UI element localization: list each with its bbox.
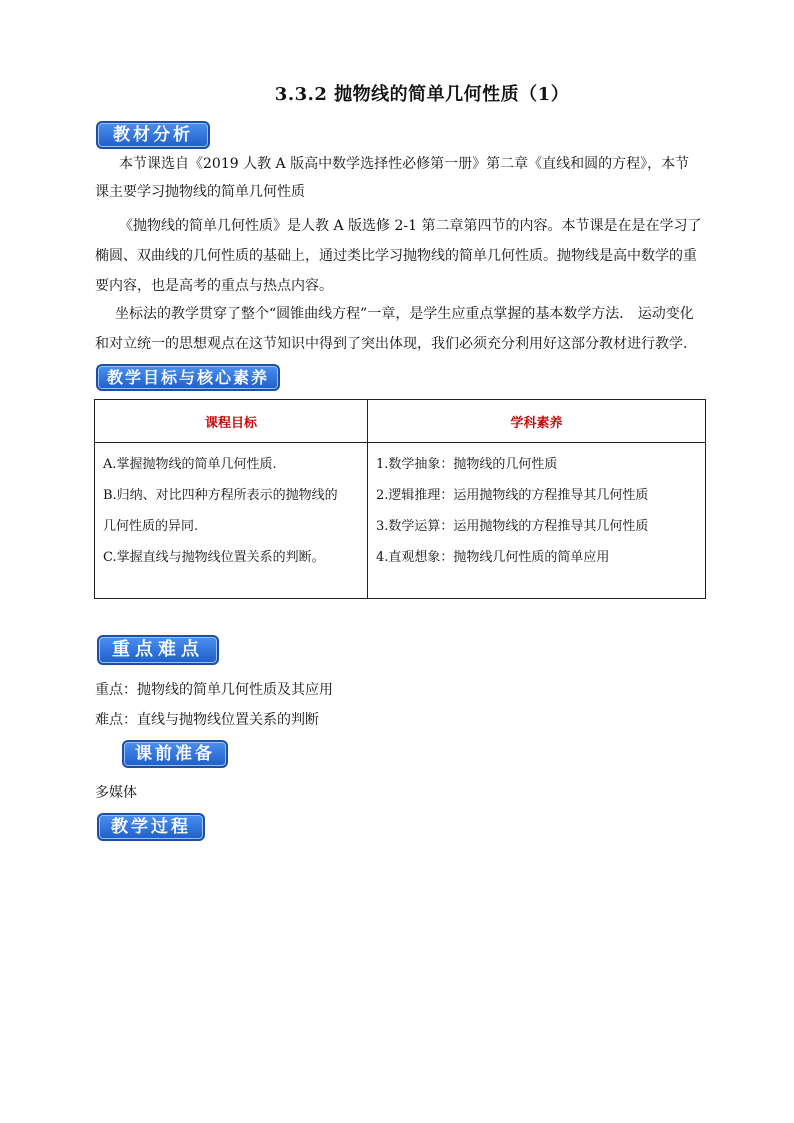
literacy-item: 4.直观想象：抛物线几何性质的简单应用 <box>376 550 610 565</box>
literacy-cell <box>368 443 706 599</box>
literacy-item: 2.逻辑推理：运用抛物线的方程推导其几何性质 <box>376 488 649 503</box>
analysis-paragraph-3 <box>95 299 705 359</box>
text-line: 坐标法的教学贯穿了整个“圆锥曲线方程”一章，是学生应重点掌握的基本数学方法． 运动变化 <box>115 306 694 322</box>
objectives-table <box>94 399 706 599</box>
focus-text: 重点：抛物线的简单几何性质及其应用 <box>95 682 333 698</box>
section-badge-analysis: 教材分析 <box>96 121 210 149</box>
goal-item: C.掌握直线与抛物线位置关系的判断。 <box>103 550 325 565</box>
section-badge-keypoints: 重点难点 <box>97 635 219 665</box>
goals-cell <box>95 443 368 599</box>
goal-item: B.归纳、对比四种方程所表示的抛物线的 <box>103 488 338 503</box>
table-header-goals: 课程目标 <box>95 400 368 443</box>
section-badge-objectives: 教学目标与核心素养 <box>96 364 280 391</box>
table-header-literacy: 学科素养 <box>368 400 706 443</box>
goal-item: A.掌握抛物线的简单几何性质. <box>103 457 277 472</box>
literacy-item: 3.数学运算：运用抛物线的方程推导其几何性质 <box>376 519 649 534</box>
analysis-paragraph-2 <box>95 211 705 301</box>
text-line: 和对立统一的思想观点在这节知识中得到了突出体现，我们必须充分利用好这部分教材进行教学. <box>95 336 688 352</box>
analysis-paragraph-1 <box>95 150 705 206</box>
goal-item: 几何性质的异同. <box>103 519 199 534</box>
text-line: 本节课选自《2019 人教 A 版高中数学选择性必修第一册》第二章《直线和圆的方程》，本节 <box>119 156 690 172</box>
preparation-text: 多媒体 <box>95 785 137 801</box>
text-line: 椭圆、双曲线的几何性质的基础上，通过类比学习抛物线的简单几何性质。抛物线是高中数学的重 <box>95 248 697 264</box>
text-line: 《抛物线的简单几何性质》是人教 A 版选修 2-1 第二章第四节的内容。本节课是在是在学习了 <box>119 218 702 234</box>
page-title: 3.3.2 抛物线的简单几何性质（1） <box>274 84 570 105</box>
section-badge-preparation: 课前准备 <box>122 740 228 768</box>
difficulty-text: 难点：直线与抛物线位置关系的判断 <box>95 712 319 728</box>
section-badge-process: 教学过程 <box>97 813 205 841</box>
text-line: 课主要学习抛物线的简单几何性质 <box>95 184 305 200</box>
text-line: 要内容，也是高考的重点与热点内容。 <box>95 278 333 294</box>
literacy-item: 1.数学抽象：抛物线的几何性质 <box>376 457 558 472</box>
